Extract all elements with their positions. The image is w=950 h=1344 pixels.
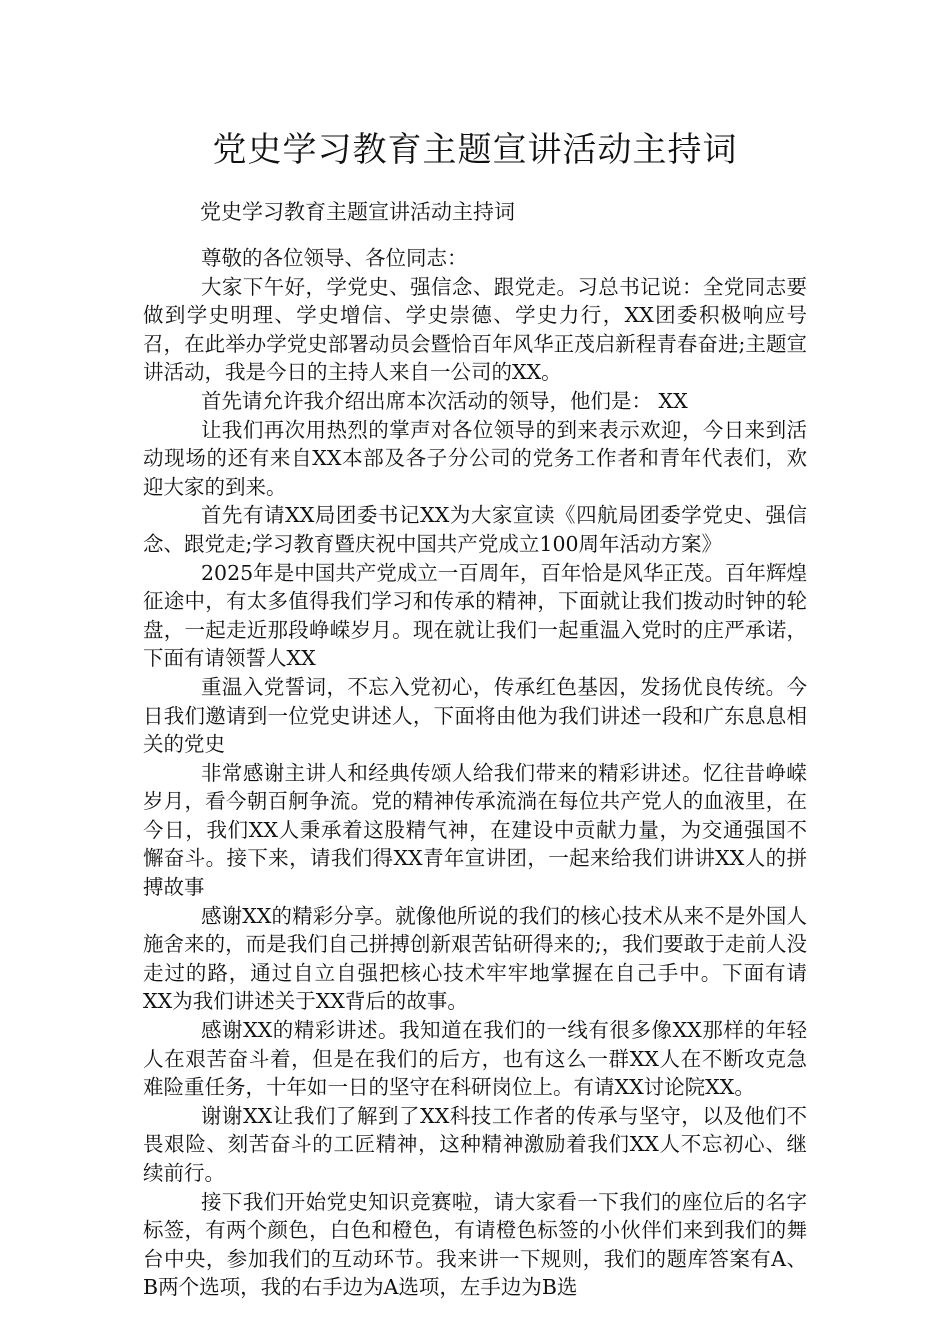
paragraph: 大家下午好，学党史、强信念、跟党走。习总书记说：全党同志要做到学史明理、学史增信、学史崇德、学史力行，XX团委积极响应号召，在此举办学党史部署动员会暨恰百年风华正茂启新程青春奋进;主题宣讲活动，我是今日的主持人来自一公司的XX。 (143, 274, 807, 385)
paragraph: 让我们再次用热烈的掌声对各位领导的到来表示欢迎，今日来到活动现场的还有来自XX本部及各子分公司的党务工作者和青年代表们，欢迎大家的到来。 (143, 417, 807, 499)
paragraph: 重温入党誓词，不忘入党初心，传承红色基因，发扬优良传统。今日我们邀请到一位党史讲述人，下面将由他为我们讲述一段和广东息息相关的党史 (143, 674, 807, 757)
document-body (143, 244, 807, 1302)
greeting-line: 尊敬的各位领导、各位同志： (201, 246, 468, 270)
paragraph: 接下我们开始党史知识竞赛啦，请大家看一下我们的座位后的名字标签，有两个颜色，白色和橙色，有请橙色标签的小伙伴们来到我们的舞台中央，参加我们的互动环节。我来讲一下规则，我们的题库答案有A、B两个选项，我的右手边为A选项，左手边为B选 (143, 1189, 807, 1300)
paragraph: 谢谢XX让我们了解到了XX科技工作者的传承与坚守，以及他们不畏艰险、刻苦奋斗的工匠精神，这种精神激励着我们XX人不忘初心、继续前行。 (143, 1103, 807, 1185)
paragraph: 非常感谢主讲人和经典传颂人给我们带来的精彩讲述。忆往昔峥嵘岁月，看今朝百舸争流。党的精神传承流淌在每位共产党人的血液里，在今日，我们XX人秉承着这股精气神，在建设中贡献力量，为交通强国不懈奋斗。接下来，请我们得XX青年宣讲团，一起来给我们讲讲XX人的拼搏故事 (143, 760, 807, 900)
paragraph: 首先请允许我介绍出席本次活动的领导，他们是： XX (201, 388, 688, 413)
document-title: 党史学习教育主题宣讲活动主持词 (212, 130, 738, 170)
paragraph: 2025年是中国共产党成立一百周年，百年恰是风华正茂。百年辉煌征途中，有太多值得我们学习和传承的精神，下面就让我们拨动时钟的轮盘，一起走近那段峥嵘岁月。现在就让我们一起重温入党时的庄严承诺，下面有请领誓人XX (143, 560, 807, 671)
paragraph: 感谢XX的精彩讲述。我知道在我们的一线有很多像XX那样的年轻人在艰苦奋斗着，但是在我们的后方，也有这么一群XX人在不断攻克急难险重任务，十年如一日的坚守在科研岗位上。有请XX讨论院XX。 (143, 1018, 807, 1100)
paragraph: 感谢XX的精彩分享。就像他所说的我们的核心技术从来不是外国人施舍来的，而是我们自己拼搏创新艰苦钻研得来的;，我们要敢于走前人没走过的路，通过自立自强把核心技术牢牢地掌握在自己手中。下面有请XX为我们讲述关于XX背后的故事。 (143, 903, 807, 1014)
document-subtitle: 党史学习教育主题宣讲活动主持词 (200, 200, 515, 224)
paragraph: 首先有请XX局团委书记XX为大家宣读《四航局团委学党史、强信念、跟党走;学习教育暨庆祝中国共产党成立100周年活动方案》 (143, 503, 807, 556)
